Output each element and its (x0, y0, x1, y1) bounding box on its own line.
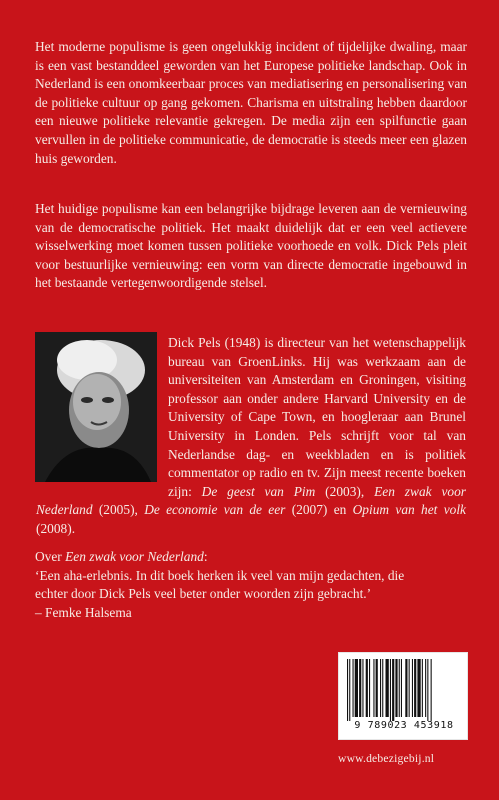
barcode-bar (431, 659, 432, 721)
barcode-bar (427, 659, 428, 721)
barcode-bar (386, 659, 389, 717)
book-year-1: (2003), (315, 483, 375, 499)
book-year-2: (2005), (92, 502, 145, 518)
review-line-1: ‘Een aha-erlebnis. In dit boek herken ik veel van mijn gedachten, die (35, 567, 405, 583)
barcode-bar (355, 659, 358, 717)
barcode-bar (369, 659, 370, 717)
barcode-bar (425, 659, 426, 717)
barcode-bar (392, 659, 394, 721)
review-line-2: echter door Dick Pels veel beter onder woorden zijn gebracht.’ (35, 586, 372, 602)
barcode-bar (395, 659, 397, 717)
barcode-bar (405, 659, 407, 717)
blurb-paragraph-2: Het huidige populisme kan een belangrijke bijdrage leveren aan de vernieuwing van de democratische politiek. Het maakt duidelijk dat er een veel actievere wisselwerking moet komen tussen politieke voorhoede en volk. Dick Pels pleit voor bestuurlijke vernieuwing: een vorm van directe democratie ingebouwd in het bestaande vertegenwoordigende stelsel. (35, 201, 467, 291)
author-photo (35, 332, 157, 482)
barcode-bar (417, 659, 420, 717)
book-year-3: (2007) en (285, 502, 353, 518)
book-title-3: De economie van de eer (144, 502, 286, 518)
barcode-bar (366, 659, 368, 717)
barcode-bar (422, 659, 423, 717)
author-bio-text: Dick Pels (1948) is directeur van het wetenschappelijk bureau van GroenLinks. Hij was werkzaam aan de universiteiten van Amsterdam en Groningen, visiting professor aan onder andere Harvard University en de University of Cape Town, en hoogleraar aan Brunel University in Londen. Pels schrijft voor tal van Nederlandse dag- en weekbladen en is politiek commentator op radio en tv. Zijn meest recente boeken zijn: (168, 335, 466, 499)
review-lead: Over (35, 549, 66, 564)
publisher-url: www.debezigebij.nl (338, 752, 435, 765)
barcode-bar (412, 659, 413, 717)
barcode-bar (373, 659, 374, 717)
book-title-2: Een zwak voor Nederland (36, 483, 466, 518)
barcode-bars (339, 653, 467, 723)
barcode-bar (349, 659, 350, 721)
review-attribution: – Femke Halsema (35, 604, 132, 620)
review-book-title: Een zwak voor Nederland (65, 549, 204, 564)
blurb-paragraph-1: Het moderne populisme is geen ongelukkig incident of tijdelijke dwaling, maar is een vast bestanddeel geworden van het Europese politieke landschap. Ook in Nederland is een onomkeerbaar proces van mediatisering en personalisering van de politieke cultuur op gang gekomen. Charisma en uitstraling hebben daardoor een nieuwe politieke relevantie gekregen. De media zijn een spilfunctie gaan vervullen in de politieke communicatie, de democratie is steeds meer een glazen huis geworden. (35, 39, 467, 166)
review-quote (35, 548, 475, 622)
barcode-bar (401, 659, 402, 717)
book-title-4: Opium van het volk (352, 502, 466, 518)
book-year-4: (2008). (36, 520, 76, 536)
barcode-bar (390, 659, 391, 721)
barcode-bar (353, 659, 354, 717)
barcode-bar (399, 659, 400, 717)
barcode-bar (409, 659, 410, 717)
barcode-bar (347, 659, 348, 721)
barcode-bar (376, 659, 378, 717)
book-title-1: De geest van Pim (201, 483, 316, 499)
review-colon: : (203, 549, 208, 564)
barcode-bar (359, 659, 361, 717)
barcode-bar (414, 659, 416, 717)
barcode-bar (382, 659, 383, 717)
isbn-number: 9 789023 453918 (354, 720, 454, 731)
barcode-bar (380, 659, 381, 717)
barcode-bar (362, 659, 363, 717)
